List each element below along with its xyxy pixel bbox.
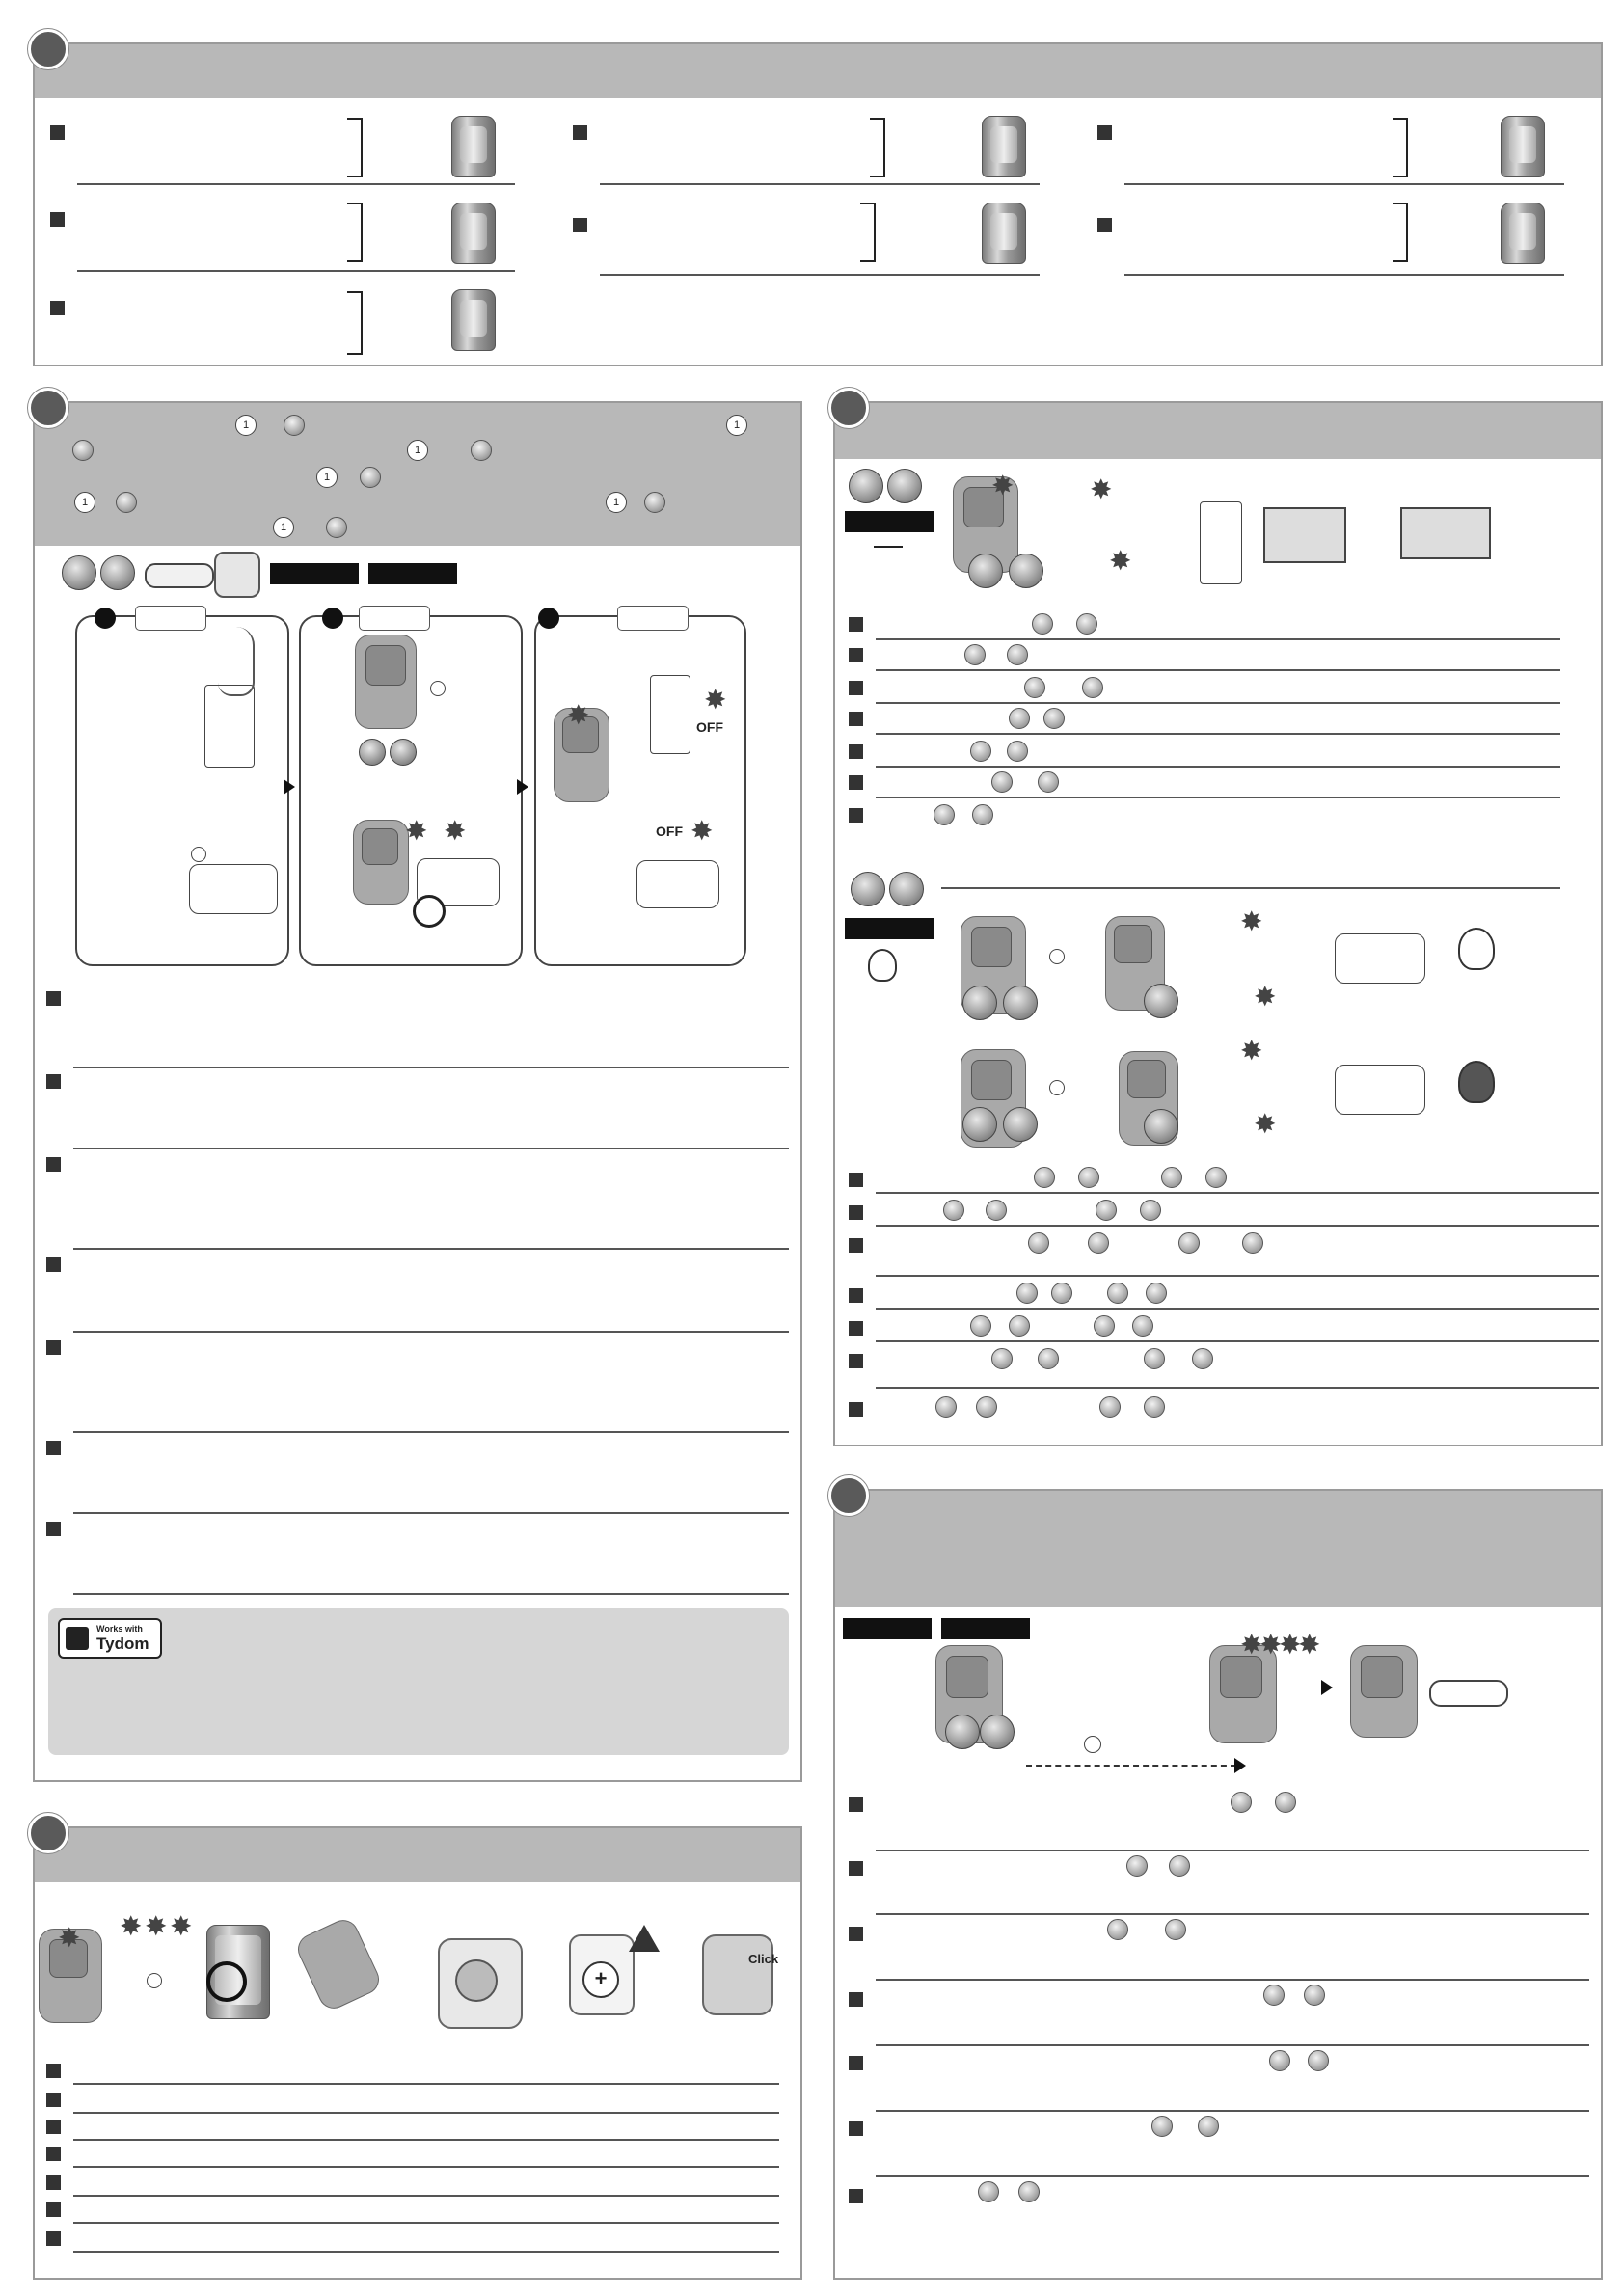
button-1-icon: 1 [316, 467, 338, 488]
bullet-square [849, 1927, 863, 1941]
link-tab-icon [359, 606, 430, 631]
clock-icon [1084, 1736, 1101, 1753]
button-icon [1169, 1855, 1190, 1877]
button-icon [1269, 2050, 1290, 2071]
button-icon [991, 1348, 1013, 1369]
label-bar [843, 1618, 932, 1639]
button-icon [1028, 1232, 1049, 1254]
button-icon [72, 440, 94, 461]
warning-icon [629, 1925, 660, 1952]
bullet-square [46, 2147, 61, 2161]
section-marker [28, 1813, 68, 1853]
bracket [860, 203, 876, 262]
click-label: Click [748, 1952, 779, 1966]
broken-link-icon [1429, 1680, 1508, 1707]
label-bar [270, 563, 359, 584]
battery-cell-icon [455, 1959, 498, 2002]
step-number [95, 608, 116, 629]
divider [876, 1308, 1599, 1310]
bullet-square [849, 775, 863, 790]
button-1-icon: 1 [407, 440, 428, 461]
relay-module-icon [189, 864, 278, 914]
button-icon [849, 469, 883, 503]
button-icon [1263, 1985, 1285, 2006]
button-icon [970, 1315, 991, 1337]
divider [77, 270, 515, 272]
button-icon [100, 555, 135, 590]
dashed-timeline-arrow [1026, 1765, 1236, 1767]
relay-module-icon [636, 860, 719, 908]
clock-icon [147, 1973, 162, 1988]
button-icon [1038, 1348, 1059, 1369]
divider [876, 1340, 1599, 1342]
button-icon [360, 467, 381, 488]
divider [876, 797, 1560, 798]
button-icon [1088, 1232, 1109, 1254]
receiver-unit-icon [1200, 501, 1242, 584]
button-icon [1205, 1167, 1227, 1188]
bullet-square [46, 2120, 61, 2134]
bullet-square [46, 1441, 61, 1455]
button-1-icon: 1 [273, 517, 294, 538]
light-bulb-on-icon [868, 949, 897, 982]
button-icon [962, 1107, 997, 1142]
bullet-square [50, 212, 65, 227]
button-icon [1043, 708, 1065, 729]
divider [876, 1387, 1599, 1389]
button-icon [1151, 2116, 1173, 2137]
button-icon [1009, 1315, 1030, 1337]
button-icon [1096, 1200, 1117, 1221]
tydom-brand-text: Tydom [96, 1634, 149, 1653]
divider [73, 1331, 789, 1333]
button-icon [972, 804, 993, 825]
button-icon [1099, 1396, 1121, 1418]
divider [73, 1248, 789, 1250]
button-icon [1132, 1315, 1153, 1337]
relay-module-icon [1335, 933, 1425, 984]
divider [73, 1067, 789, 1068]
bullet-square [46, 2202, 61, 2217]
relay-module-icon [1335, 1065, 1425, 1115]
divider [73, 1593, 789, 1595]
bullet-square [849, 1861, 863, 1876]
bullet-square [849, 1288, 863, 1303]
bullet-square [46, 2231, 61, 2246]
button-icon [1016, 1283, 1038, 1304]
button-icon [1107, 1283, 1128, 1304]
reset-section [833, 1489, 1603, 2280]
bullet-square [849, 648, 863, 662]
battery-section [33, 1826, 802, 2280]
button-icon [1007, 644, 1028, 665]
label-bar [845, 918, 934, 939]
button-icon [1034, 1167, 1055, 1188]
bullet-square [1097, 218, 1112, 232]
section-header-bar [35, 44, 1601, 98]
button-icon [935, 1396, 957, 1418]
no-flash-icon: ✸ [704, 685, 727, 715]
bullet-square [849, 1402, 863, 1417]
divider [876, 1850, 1589, 1851]
clock-icon [1049, 949, 1065, 964]
gate-closing-icon [1400, 507, 1491, 559]
divider [73, 2195, 779, 2197]
clock-icon [430, 681, 446, 696]
remote-close-icon [702, 1934, 773, 2015]
divider [941, 887, 1560, 889]
button-icon [991, 771, 1013, 793]
button-icon [1304, 1985, 1325, 2006]
bullet-square [50, 301, 65, 315]
button-icon [943, 1200, 964, 1221]
divider [876, 1192, 1599, 1194]
button-icon [116, 492, 137, 513]
divider [73, 1148, 789, 1149]
divider [73, 2251, 779, 2253]
bullet-square [849, 1321, 863, 1336]
bracket [870, 118, 885, 177]
no-flash-icon: ✸ [690, 816, 714, 846]
label-bar [941, 1618, 1030, 1639]
link-tab-icon [617, 606, 689, 631]
bullet-square [849, 712, 863, 726]
bullet-square [46, 1074, 61, 1089]
bullet-square [849, 2189, 863, 2203]
divider [876, 733, 1560, 735]
bullet-square [46, 2093, 61, 2107]
push-button-symbol-icon [874, 546, 903, 567]
step-number [538, 608, 559, 629]
button-icon [1078, 1167, 1099, 1188]
button-icon [1144, 1348, 1165, 1369]
button-icon [851, 872, 885, 906]
next-arrow [517, 779, 528, 795]
divider [600, 183, 1040, 185]
divider [876, 1225, 1599, 1227]
button-icon [976, 1396, 997, 1418]
flash-icon: ✸ [145, 1911, 168, 1941]
magnifier-icon [413, 895, 446, 928]
button-icon [62, 555, 96, 590]
divider [1124, 274, 1564, 276]
button-icon [964, 644, 986, 665]
button-icon [1308, 2050, 1329, 2071]
unlink-tab-icon [135, 606, 206, 631]
bullet-square [46, 2064, 61, 2078]
remote-control-icon [353, 820, 409, 905]
divider [73, 2139, 779, 2141]
bullet-square [849, 1238, 863, 1253]
light-bulb-off-icon [1458, 1061, 1495, 1103]
bullet-square [573, 125, 587, 140]
button-icon [1094, 1315, 1115, 1337]
bullet-square [46, 2175, 61, 2190]
timeline-arrowhead [1234, 1758, 1246, 1773]
flash-icon: ✸ [1240, 1036, 1263, 1066]
bracket [347, 118, 363, 177]
clock-icon [191, 847, 206, 862]
motion-detector-image [982, 203, 1026, 264]
bracket [1393, 203, 1408, 262]
button-icon [970, 741, 991, 762]
hand-pressing-icon [218, 627, 255, 696]
button-icon [1051, 1283, 1072, 1304]
step-number [322, 608, 343, 629]
button-icon [1038, 771, 1059, 793]
flash-icon: ✸ [444, 816, 467, 846]
receiver-unit-icon [204, 685, 255, 768]
prohibited-icon [206, 1961, 247, 2002]
receiver-module-icon [214, 552, 260, 598]
bullet-square [1097, 125, 1112, 140]
bullet-square [849, 1797, 863, 1812]
gate-opening-icon [1263, 507, 1346, 563]
bullet-square [849, 1205, 863, 1220]
button-icon [1107, 1919, 1128, 1940]
flash-icon: ✸ [567, 700, 590, 730]
button-icon [1144, 1396, 1165, 1418]
button-icon [359, 739, 386, 766]
button-icon [1165, 1919, 1186, 1940]
bullet-square [46, 1340, 61, 1355]
bullet-square [46, 991, 61, 1006]
bullet-square [46, 1157, 61, 1172]
button-icon [945, 1715, 980, 1749]
flash-icon: ✸ [1109, 546, 1132, 576]
button-icon [1007, 741, 1028, 762]
button-icon [1231, 1792, 1252, 1813]
button-icon [1140, 1200, 1161, 1221]
bracket [347, 291, 363, 355]
divider [73, 2112, 779, 2114]
button-1-icon: 1 [74, 492, 95, 513]
bullet-square [46, 1522, 61, 1536]
button-icon [1275, 1792, 1296, 1813]
motion-detector-image [1501, 116, 1545, 177]
flash-icon: ✸ [1090, 474, 1113, 504]
button-icon [1192, 1348, 1213, 1369]
button-icon [1032, 613, 1053, 635]
divider [73, 2222, 779, 2224]
button-icon [284, 415, 305, 436]
divider [876, 1979, 1589, 1981]
button-icon [1009, 554, 1043, 588]
divider [876, 702, 1560, 704]
tydom-logo-icon [66, 1627, 89, 1650]
bullet-square [46, 1257, 61, 1272]
button-icon [326, 517, 347, 538]
flash-icon: ✸ [170, 1911, 193, 1941]
divider [876, 2175, 1589, 2177]
button-icon [1003, 1107, 1038, 1142]
button-icon [962, 986, 997, 1020]
link-chain-icon [145, 563, 214, 588]
flash-icon: ✸ [1259, 1630, 1283, 1660]
bullet-square [849, 1992, 863, 2007]
divider [876, 669, 1560, 671]
divider [876, 2110, 1589, 2112]
divider [876, 1913, 1589, 1915]
button-icon [1161, 1167, 1182, 1188]
divider [876, 766, 1560, 768]
remote-control-icon [1350, 1645, 1418, 1738]
bullet-square [849, 617, 863, 632]
flash-icon: ✸ [1254, 982, 1277, 1012]
bracket [347, 203, 363, 262]
button-icon [1144, 984, 1178, 1018]
divider [876, 638, 1560, 640]
flash-icon: ✸ [405, 816, 428, 846]
section-marker [28, 29, 68, 69]
label-bar [368, 563, 457, 584]
off-label: OFF [656, 824, 683, 839]
section-header-bar [835, 403, 1601, 459]
divider [876, 1275, 1599, 1277]
button-icon [1024, 677, 1045, 698]
motion-detector-image [451, 289, 496, 351]
remote-control-icon [355, 635, 417, 729]
flash-icon: ✸ [991, 471, 1015, 500]
remote-control-icon [1209, 1645, 1277, 1743]
flash-icon: ✸ [120, 1911, 143, 1941]
button-1-icon: 1 [235, 415, 257, 436]
section-header-bar [835, 1491, 1601, 1607]
bullet-square [573, 218, 587, 232]
divider [876, 2044, 1589, 2046]
button-icon [1242, 1232, 1263, 1254]
button-icon [390, 739, 417, 766]
button-icon [968, 554, 1003, 588]
flash-icon: ✸ [1279, 1630, 1302, 1660]
button-icon [1146, 1283, 1167, 1304]
divider [600, 274, 1040, 276]
divider [73, 1512, 789, 1514]
button-1-icon: 1 [726, 415, 747, 436]
divider [73, 2083, 779, 2085]
motion-detector-image [451, 203, 496, 264]
section-header-bar [35, 403, 800, 546]
light-bulb-on-icon [1458, 928, 1495, 970]
bullet-square [849, 681, 863, 695]
flash-icon: ✸ [1254, 1109, 1277, 1139]
label-bar [845, 511, 934, 532]
off-label: OFF [696, 719, 723, 735]
flash-icon: ✸ [1240, 1630, 1263, 1660]
clock-icon [1049, 1080, 1065, 1095]
divider [73, 1431, 789, 1433]
section-marker [28, 388, 68, 428]
button-1-icon: 1 [606, 492, 627, 513]
bullet-square [849, 1173, 863, 1187]
section-marker [828, 388, 869, 428]
section-header-bar [35, 1828, 800, 1882]
divider [73, 2166, 779, 2168]
button-icon [1082, 677, 1103, 698]
bullet-square [50, 125, 65, 140]
button-icon [980, 1715, 1015, 1749]
button-icon [1076, 613, 1097, 635]
button-icon [934, 804, 955, 825]
flash-icon: ✸ [1240, 906, 1263, 936]
next-arrow [284, 779, 295, 795]
bullet-square [849, 744, 863, 759]
flash-icon: ✸ [58, 1923, 81, 1953]
button-icon [1144, 1109, 1178, 1144]
button-icon [889, 872, 924, 906]
button-icon [471, 440, 492, 461]
button-icon [644, 492, 665, 513]
battery-plus-icon: + [582, 1961, 619, 1998]
next-arrow [1321, 1680, 1333, 1695]
button-icon [1009, 708, 1030, 729]
button-icon [978, 2181, 999, 2202]
button-icon [1126, 1855, 1148, 1877]
receiver-unit-icon [650, 675, 690, 754]
motion-detector-image [1501, 203, 1545, 264]
motion-detector-image [982, 116, 1026, 177]
button-icon [1198, 2116, 1219, 2137]
bullet-square [849, 2056, 863, 2070]
divider [1124, 183, 1564, 185]
button-icon [1178, 1232, 1200, 1254]
tydom-badge [58, 1618, 162, 1659]
button-icon [1018, 2181, 1040, 2202]
section-marker [828, 1475, 869, 1516]
bullet-square [849, 1354, 863, 1368]
button-icon [887, 469, 922, 503]
button-icon [1003, 986, 1038, 1020]
bracket [1393, 118, 1408, 177]
bullet-square [849, 808, 863, 823]
divider [77, 183, 515, 185]
bullet-square [849, 2121, 863, 2136]
compatibility-section [33, 42, 1603, 366]
works-with-text: Works with [96, 1624, 143, 1634]
button-icon [986, 1200, 1007, 1221]
flash-icon: ✸ [1298, 1630, 1321, 1660]
motion-detector-image [451, 116, 496, 177]
